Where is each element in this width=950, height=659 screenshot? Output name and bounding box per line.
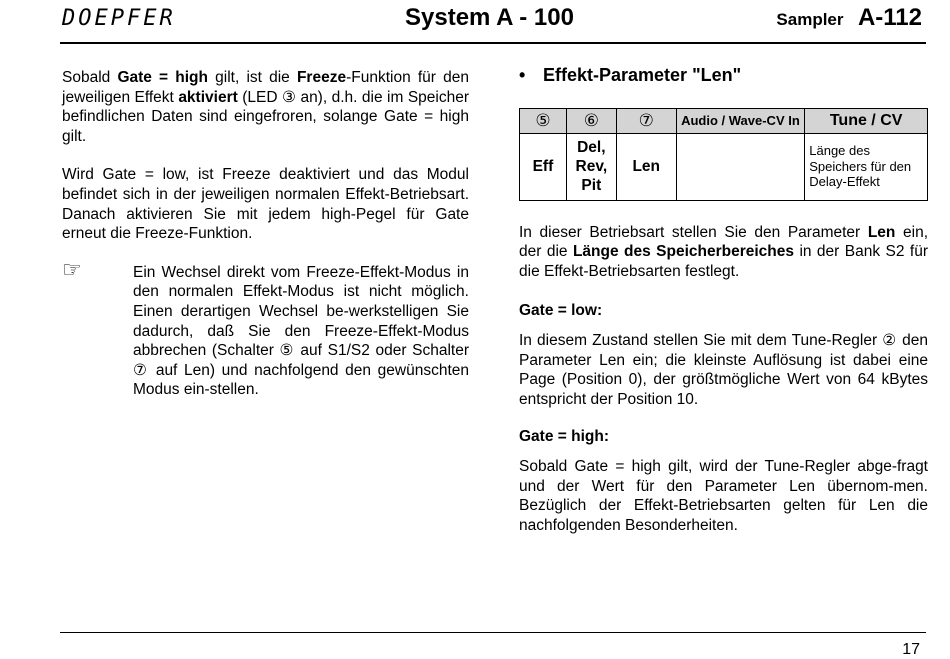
cell-rev: Rev, [575,158,608,176]
header-tune-cv: Tune / CV [805,108,928,133]
len-paragraph: In dieser Betriebsart stellen Sie den Parameter Len ein, der die Länge des Speicherbereiches in der Bank S2 für die Effekt-Betriebsarten festlegt. [519,223,928,280]
module-number: A-112 [857,4,922,31]
desc-line-3: Delay-Effekt [809,174,880,190]
gate-low-text: In diesem Zustand stellen Sie mit dem Tune-Regler ② den Parameter Len ein; die kleinste Auflösung ist dabei eine Page (Position 0), der größtmögliche Wert von 64 kBytes entspricht der Position 10. [519,331,928,408]
gate-low-paragraph: Wird Gate = low, ist Freeze deaktiviert und das Modul befindet sich in der jeweiligen normalen Effekt-Betriebsart. Danach aktivieren Sie mit jedem high-Pegel für Gate erneut die Freeze-Funktion. [62,166,469,243]
header-rule [60,42,926,44]
header-audio-wave-cv: Audio / Wave-CV In [676,108,805,133]
note-block [62,257,469,400]
cell-del-rev-pit [566,133,616,200]
table-row [520,133,928,200]
cell-len: Len [616,133,676,200]
module-category: Sampler [776,10,844,29]
header-switch-6: ⑥ [566,108,616,133]
gate-low-heading: Gate = low: [519,302,603,320]
cell-description [805,133,928,200]
header-switch-7: ⑦ [616,108,676,133]
desc-line-1: Länge des [809,143,870,159]
bullet: • [519,65,526,85]
cell-del: Del, [577,139,606,157]
right-column [519,66,928,555]
header-switch-5: ⑤ [520,108,567,133]
page-number: 17 [902,641,920,658]
system-title: System A - 100 [405,4,574,31]
note-text: Ein Wechsel direkt vom Freeze-Effekt-Modus in den normalen Effekt-Modus ist nicht möglich. Einen derartigen Wechsel be-werkstelligen Sie dadurch, daß Sie den Freeze-Effekt-Modus abbrechen (Schalter ⑤ auf S1/S2 oder Schalter ⑦ auf Len) und nachfolgend den gewünschten Modus ein-stellen. [133,263,469,399]
table-header-row [520,108,928,133]
cell-eff: Eff [520,133,567,200]
cell-pit: Pit [581,177,602,195]
doepfer-logo: DOEPFER [62,6,176,31]
section-heading [519,66,928,86]
left-column [62,68,469,400]
section-heading-text: Effekt-Parameter "Len" [543,65,742,85]
footer-rule [60,632,926,633]
freeze-paragraph: Sobald Gate = high gilt, ist die Freeze-Funktion für den jeweiligen Effekt aktiviert (LED ③ an), d.h. die im Speicher befindlichen Daten sind eingefroren, solange Gate = high gilt. [62,69,469,145]
desc-line-2: Speichers für den [809,158,912,174]
gate-high-heading: Gate = high: [519,428,609,446]
cell-audio-empty [676,133,805,200]
gate-high-text: Sobald Gate = high gilt, wird der Tune-Regler abge-fragt und der Wert für den Parameter Len übernom-men. Bezüglich der Effekt-Betriebsarten gelten für Len die nachfolgenden Besonderheiten. [519,457,928,534]
pointing-hand-icon: ☞ [62,257,82,283]
parameter-table [519,108,928,201]
module-header [776,4,922,32]
